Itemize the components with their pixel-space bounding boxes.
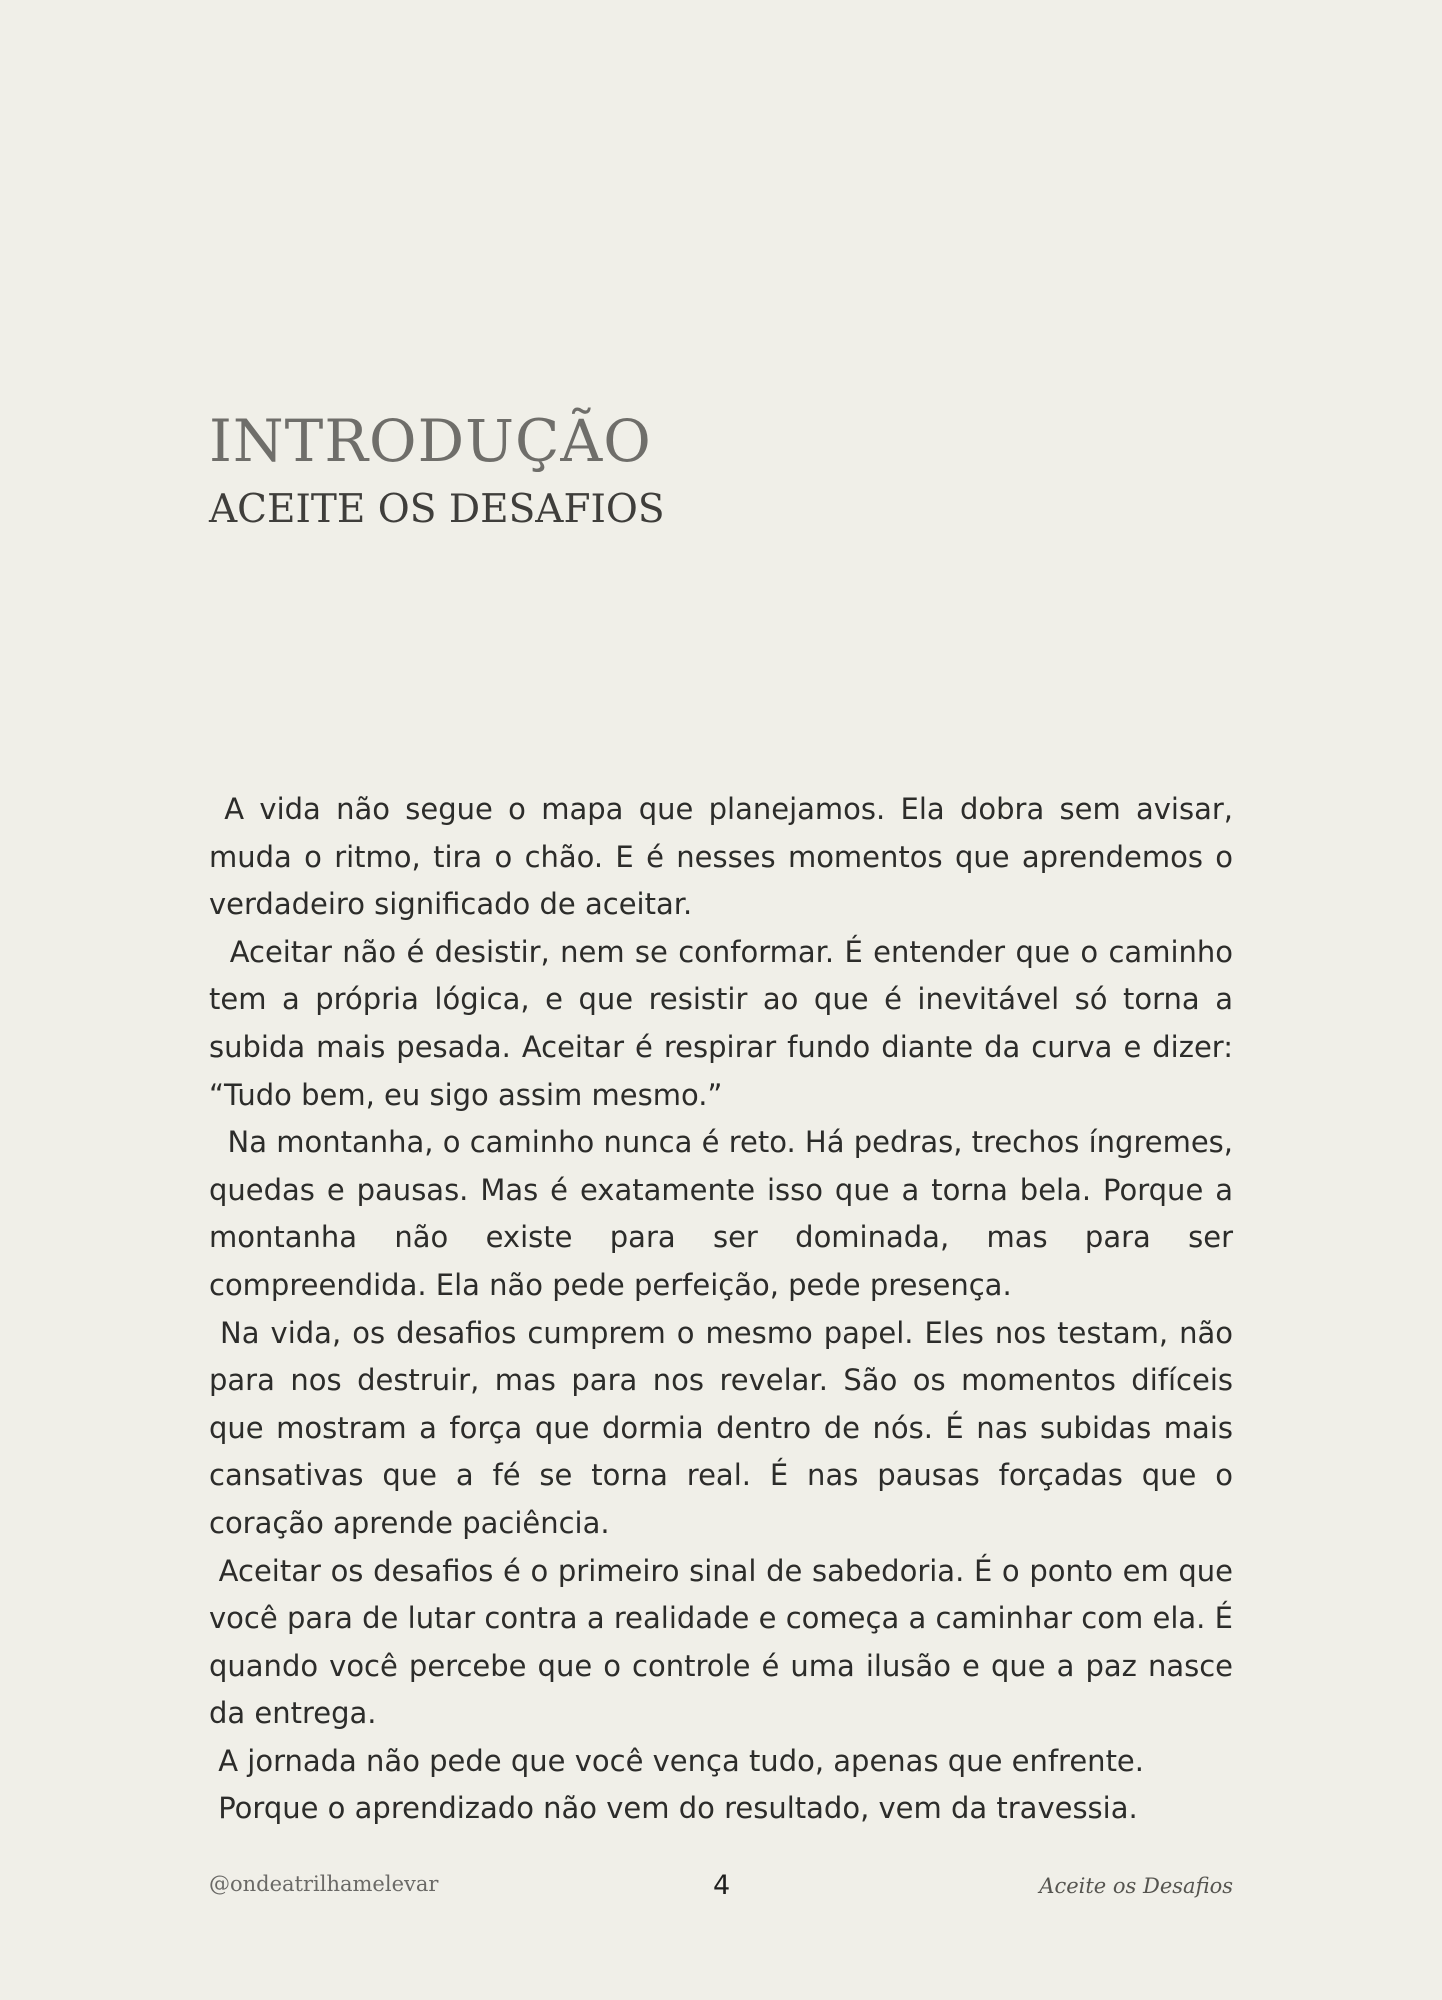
paragraph: Aceitar não é desistir, nem se conformar. É entender que o caminho tem a própria lógica, e que resistir ao que é inevitável só torna a subida mais pesada. Aceitar é respirar fundo diante da curva e dizer: “Tudo bem, eu sigo assim mesmo.”: [209, 934, 1243, 1112]
paragraph: A jornada não pede que você vença tudo, apenas que enfrente.: [209, 1743, 1144, 1778]
running-title: Aceite os Desafios: [1039, 1874, 1233, 1898]
paragraph: Na vida, os desafios cumprem o mesmo papel. Eles nos testam, não para nos destruir, mas para nos revelar. São os momentos difíceis que mostram a força que dormia dentro de nós. É nas subidas mais cansativas que a fé se torna real. É nas pausas forçadas que o coração aprende paciência.: [209, 1315, 1243, 1540]
page-number: 4: [713, 1870, 731, 1901]
page-footer: [209, 1872, 1233, 1912]
chapter-label: INTRODUÇÃO: [209, 407, 652, 475]
paragraph: Porque o aprendizado não vem do resultado, vem da travessia.: [209, 1791, 1138, 1826]
chapter-title: ACEITE OS DESAFIOS: [209, 487, 665, 532]
chapter-heading: [209, 407, 1233, 532]
body-text: [209, 786, 1243, 1833]
paragraph: Aceitar os desafios é o primeiro sinal de sabedoria. É o ponto em que você para de lutar contra a realidade e começa a caminhar com ela. É quando você percebe que o controle é uma ilusão e que a paz nasce da entrega.: [209, 1553, 1243, 1731]
paragraph: Na montanha, o caminho nunca é reto. Há pedras, trechos íngremes, quedas e pausas. Mas é exatamente isso que a torna bela. Porque a montanha não existe para ser dominada, mas para ser compreendida. Ela não pede perfeição, pede presença.: [209, 1125, 1243, 1302]
paragraph: A vida não segue o mapa que planejamos. Ela dobra sem avisar, muda o ritmo, tira o chão. E é nesses momentos que aprendemos o verdadeiro significado de aceitar.: [209, 792, 1243, 922]
social-handle: @ondeatrilhamelevar: [209, 1872, 439, 1896]
